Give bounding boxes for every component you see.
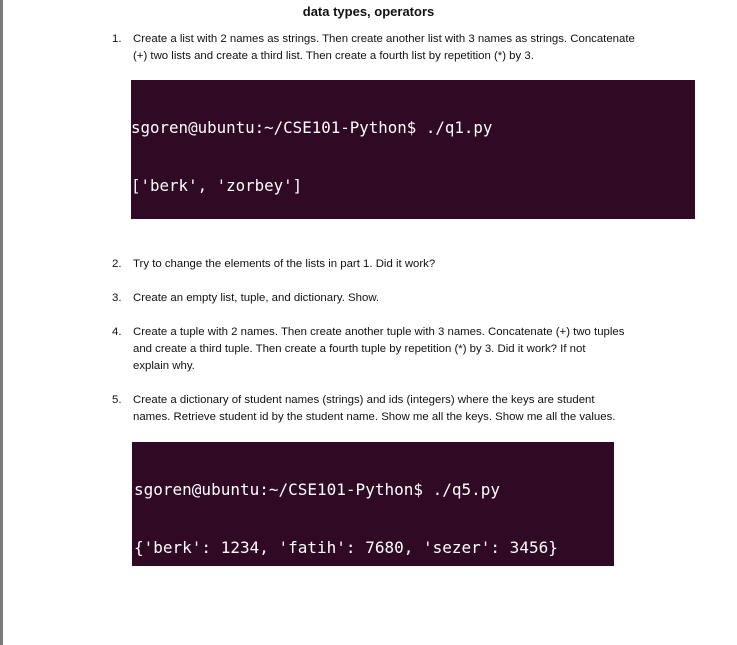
- terminal-line: {'berk': 1234, 'fatih': 7680, 'sezer': 3456}: [134, 538, 558, 557]
- question-text: [133, 324, 654, 375]
- document-title: data types, operators: [302, 4, 435, 19]
- question-line: and create a third tuple. Then create a fourth tuple by repetition (*) by 3. Did it work? If not: [133, 343, 586, 355]
- question-number: 4.: [112, 326, 122, 338]
- terminal-line: sgoren@ubuntu:~/CSE101-Python$ ./q1.py: [131, 118, 493, 137]
- question-text: [133, 392, 654, 426]
- question-1: [112, 31, 654, 65]
- terminal-output-q1: [131, 80, 695, 219]
- question-line: (+) two lists and create a third list. Then create a fourth list by repetition (*) by 3.: [133, 50, 534, 62]
- terminal-line: ['berk', 'zorbey']: [131, 176, 303, 195]
- page-left-edge: [0, 0, 3, 645]
- terminal-output-q5: [132, 442, 614, 566]
- question-text: [133, 290, 654, 307]
- question-text: [133, 31, 654, 65]
- question-5: [112, 392, 654, 426]
- question-text: [133, 256, 654, 273]
- question-4: [112, 324, 654, 375]
- question-line: Create an empty list, tuple, and dictionary. Show.: [133, 292, 380, 304]
- question-line: names. Retrieve student id by the student name. Show me all the keys. Show me all the values.: [133, 411, 616, 423]
- question-line: explain why.: [133, 360, 195, 372]
- question-line: Create a dictionary of student names (strings) and ids (integers) where the keys are student: [133, 394, 595, 406]
- question-line: Create a tuple with 2 names. Then create another tuple with 3 names. Concatenate (+) two tuples: [133, 326, 625, 338]
- question-number: 3.: [112, 292, 122, 304]
- question-number: 2.: [112, 258, 122, 270]
- terminal-line: sgoren@ubuntu:~/CSE101-Python$ ./q5.py: [134, 480, 501, 499]
- question-2: [112, 256, 654, 273]
- question-number: 1.: [112, 33, 122, 45]
- question-3: [112, 290, 654, 307]
- question-number: 5.: [112, 394, 122, 406]
- question-line: Try to change the elements of the lists in part 1. Did it work?: [133, 258, 436, 270]
- question-line: Create a list with 2 names as strings. Then create another list with 3 names as strings. Concatenate: [133, 33, 635, 45]
